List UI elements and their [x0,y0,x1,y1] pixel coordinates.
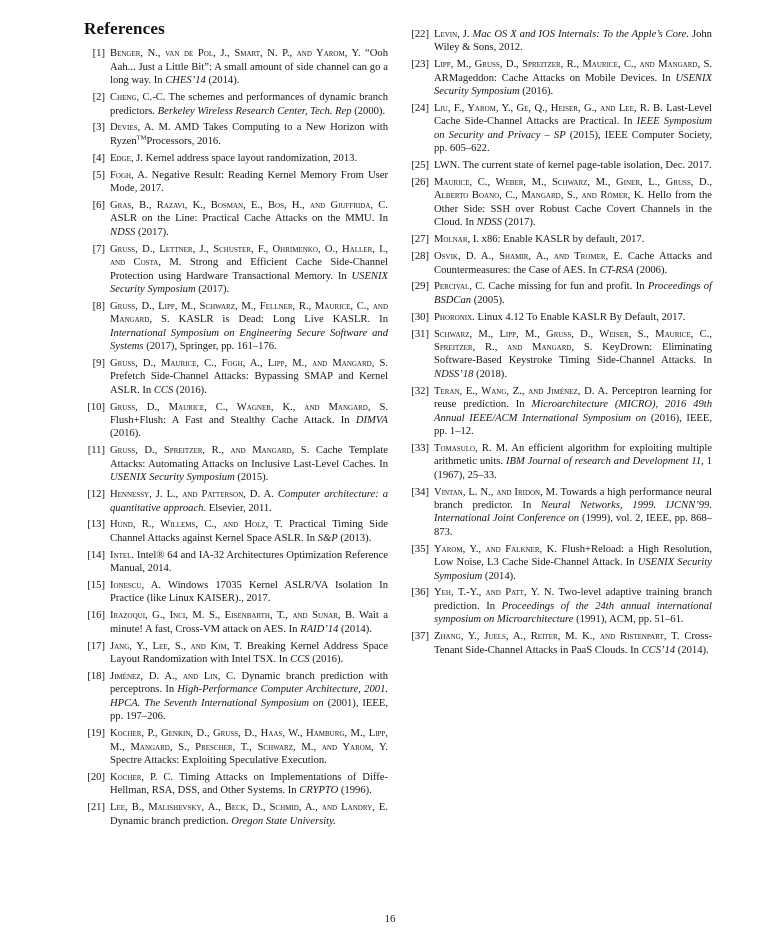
reference-part: Dynamic branch prediction with perceptrons. In [110,670,389,696]
reference-part: NDSS [476,217,502,229]
reference-part: (2013). [337,532,372,544]
reference-part: DIMVA [355,415,388,427]
reference-part: , 1 (1967), 25–33. [434,456,713,481]
reference-part: Irazoqui, G., Inci, M. S., Eisenbarth, T., and Sunar, B. [110,610,355,622]
references-list-right [408,28,712,657]
reference-text [110,771,388,798]
reference-part: Computer architecture: a quantitative approach [110,489,389,514]
reference-part: . Elsevier, 2011. [203,502,272,514]
reference-part: Breaking Kernel Address Space Layout Randomization with Intel TSX. In [110,640,388,666]
reference-part: Percival, C. [434,281,486,293]
reference-text [434,328,712,382]
reference-item [408,159,712,172]
reference-part: Schwarz, M., Lipp, M., Gruss, D., Weiser, S., Maurice, C., Spreitzer, R., and Mangard, S. [434,328,712,354]
reference-text [110,518,388,545]
reference-text [434,385,712,439]
reference-part: The current state of kernel page-table isolation, Dec. 2017. [459,160,712,172]
reference-text [110,488,388,515]
reference-item [408,385,712,439]
reference-number: [22] [411,29,429,40]
reference-item [84,401,388,441]
reference-part: CHES’14 [165,75,206,87]
reference-part: Osvik, D. A., Shamir, A., and Tromer, E. [434,251,623,263]
reference-number: [35] [411,543,429,555]
reference-item [408,233,712,246]
reference-part: ARMageddon: Cache Attacks on Mobile Devices. In [434,72,676,84]
reference-part: Jang, Y., Lee, S., and Kim, T. [110,640,243,652]
reference-part: Cache missing for fun and profit. In [485,281,648,293]
reference-part: Devies, A. M. [110,122,171,134]
reference-number: [25] [411,160,429,172]
reference-part: Microarchitecture (MICRO), 2016 49th Annual IEEE/ACM International Symposium on [434,399,712,424]
reference-part: Kocher, P., Genkin, D., Gruss, D., Haas, W., Hamburg, M., Lipp, M., Mangard, S., Prescher, T., Schwarz, M., and Yarom, Y. [110,728,388,753]
reference-number: [31] [411,328,429,340]
reference-item [408,486,712,540]
reference-number: [14] [87,549,105,561]
page-number: 16 [384,913,396,925]
reference-text [434,311,712,324]
reference-part: The schemes and performances of dynamic branch predictors. [110,92,388,117]
reference-number: [4] [92,152,105,164]
reference-item [408,58,712,98]
reference-part: Yarom, Y., and Falkner, K. [434,543,557,555]
reference-part: LWN. [434,160,460,172]
reference-part: CT-RSA [599,264,634,276]
references-columns [84,19,713,831]
reference-part: Perceptron learning for reuse prediction. In [434,385,712,411]
reference-number: [6] [92,199,105,211]
reference-part: (1996). [338,785,372,797]
reference-number: [12] [87,489,105,501]
reference-part: Gruss, D., Maurice, C., Wagner, K., and Mangard, S. [110,401,388,413]
reference-number: [11] [87,445,105,457]
reference-part: Intel. [110,549,135,561]
reference-part: An efficient algorithm for exploiting multiple arithmetic units. [434,442,712,468]
reference-text [434,280,712,307]
reference-text [110,243,388,297]
reference-part: (2016), IEEE, pp. 1–12. [434,412,713,437]
reference-number: [17] [87,640,105,652]
reference-number: [27] [411,234,429,246]
reference-number: [13] [87,519,105,531]
reference-part: Maurice, C., Weber, M., Schwarz, M., Giner, L., Gruss, D., Alberto Boano, C., Mangard, S., and Römer, K. [434,177,712,202]
reference-number: [19] [87,728,105,740]
reference-item [84,91,388,118]
reference-part: Yeh, T.-Y., and Patt, Y. N. [434,587,555,599]
reference-part: Neural Networks, 1999. IJCNN’99. International Joint Conference on [434,500,712,525]
reference-part: (2017). [501,217,536,229]
reference-part: (2016). [519,86,554,98]
reference-part: CCS’14 [641,644,676,656]
column-right [408,22,712,831]
reference-number: [34] [411,486,429,498]
reference-part: Zhang, Y., Juels, A., Reiter, M. K., and Ristenpart, T. [434,631,680,643]
references-list-left [84,47,388,828]
reference-number: [10] [87,401,105,413]
reference-part: Wait a minute! A fast, Cross-VM attack on AES. In [110,610,389,635]
reference-part: Phoronix. [434,311,475,323]
reference-part: (2017), Springer, pp. 161–176. [143,341,277,353]
reference-part: Ionescu, A. [110,580,162,592]
reference-part: Flush+Reload: a High Resolution, Low Noise, L3 Cache Side-Channel Attack. In [434,543,712,569]
reference-number: [36] [411,587,429,599]
reference-number: [37] [411,631,429,643]
reference-part: ASLR on the Line: Practical Cache Attacks on the MMU. In [110,213,388,225]
reference-part: Two-level adaptive training branch prediction. In [434,587,712,612]
reference-part: Cross-Tenant Side-Channel Attacks in PaaS Clouds. In [434,631,712,656]
reference-text [434,159,712,172]
reference-part: Hello from the Other Side: SSH over Robust Cache Covert Channels in the Cloud. In [434,190,712,229]
reference-number: [26] [411,177,429,189]
reference-text [434,543,712,583]
reference-part: Fogh, A. [110,169,148,181]
reference-part: Lipp, M., Gruss, D., Spreitzer, R., Maurice, C., and Mangard, S. [434,59,712,71]
reference-part: (2016). [110,428,141,440]
reference-part: Teran, E., Wang, Z., and Jiménez, D. A. [434,385,608,397]
reference-text [434,176,712,230]
reference-item [408,630,712,657]
reference-part: Flush+Flush: A Fast and Stealthy Cache Attack. In [110,415,356,427]
reference-part: AMD Takes Computing to a New Horizon with Ryzen [110,122,388,147]
reference-part: IBM Journal of research and Development 11 [505,456,702,468]
reference-text [110,47,388,87]
reference-text [434,486,712,540]
reference-item [408,586,712,626]
reference-part: Oregon State University. [231,815,336,827]
reference-part: (2014). [675,644,709,656]
reference-part: Cache Attacks and Countermeasures: the Case of AES. In [434,251,712,276]
reference-number: [9] [92,357,105,369]
reference-part: KeyDrown: Eliminating Software-Based Keystroke Timing Side-Channel Attacks. In [434,342,712,367]
reference-part: USENIX Security Symposium [434,557,713,582]
reference-item [84,199,388,239]
reference-part: Proceedings of BSDCan [434,281,712,306]
reference-part: USENIX Security Symposium [110,270,388,295]
reference-part: Timing Attacks on Implementations of Diffe-Hellman, RSA, DSS, and Other Systems. In [110,771,388,797]
reference-part: USENIX Security Symposium [434,72,712,98]
reference-text [110,401,388,441]
reference-item [408,280,712,307]
reference-part: Tomasulo, R. M. [434,442,508,454]
reference-part: KASLR is Dead: Long Live KASLR. In [169,314,389,326]
reference-item [84,549,388,576]
reference-part: Cache Template Attacks: Automating Attacks on Inclusive Last-Level Caches. In [110,445,388,470]
reference-part: Gras, B., Razavi, K., Bosman, E., Bos, H., and Giuffrida, C. [110,199,388,211]
reference-item [84,488,388,515]
reference-part: (2000). [351,105,386,117]
reference-item [84,357,388,397]
reference-item [408,28,712,55]
reference-number: [3] [92,122,105,134]
reference-part: NDSS’18 [434,368,474,380]
reference-part: Kocher, P. C. [110,771,174,783]
reference-number: [28] [411,251,429,263]
reference-item [84,670,388,724]
reference-part: Gruss, D., Lettner, J., Schuster, F., Ohrimenko, O., Haller, I., and Costa, M. [110,243,388,269]
reference-item [84,727,388,767]
reference-number: [30] [411,311,429,323]
reference-part: RAID’14 [300,623,339,635]
reference-part: CRYPTO [299,785,339,797]
reference-text [110,670,388,724]
reference-part: (2017). [195,283,230,295]
reference-text [110,300,388,354]
reference-item [408,543,712,583]
reference-part: Last-Level Cache Side-Channel Attacks are Practical. In [434,103,712,128]
reference-part: Strong and Efficient Cache Side-Channel Protection using Hardware Transactional Memory. In [110,257,388,282]
reference-item [408,442,712,482]
reference-part: (2014). [338,623,372,635]
reference-part: Liu, F., Yarom, Y., Ge, Q., Heiser, G., and Lee, R. B. [434,103,663,115]
reference-part: (1991), ACM, pp. 51–61. [573,614,684,626]
reference-part: Intel® 64 and IA-32 Architectures Optimization Reference Manual, 2014. [110,549,388,575]
reference-text [434,28,712,55]
reference-number: [33] [411,442,429,454]
reference-part: (2001), IEEE, pp. 197–206. [110,697,388,723]
reference-number: [29] [411,281,429,293]
reference-text [110,609,388,636]
reference-part: John Wiley & Sons, 2012. [434,29,712,54]
reference-part: (2015), IEEE Computer Society, pp. 605–622. [434,129,712,155]
reference-part: Hund, R., Willems, C., and Holz, T. [110,519,283,531]
reference-part: Practical Timing Side Channel Attacks against Kernel Space ASLR. In [110,519,389,544]
reference-part: Spectre Attacks: Exploiting Speculative Execution. [110,754,327,766]
reference-part: Molnar, I. [434,234,480,246]
reference-text [434,442,712,482]
reference-item [408,102,712,156]
reference-text [110,549,388,576]
reference-number: [23] [411,59,429,71]
reference-text [434,233,712,246]
reference-part: Towards a high performance neural branch predictor. In [434,486,712,511]
reference-part: (2014). [482,570,516,582]
reference-text [434,102,712,156]
reference-part: Dynamic branch prediction. [110,815,232,827]
reference-item [84,243,388,297]
reference-part: Proceedings of the 24th annual international symposium on Microarchitecture [434,600,712,626]
reference-part: S&P [317,532,338,544]
reference-number: [5] [92,169,105,181]
reference-part: USENIX Security Symposium [110,472,235,484]
reference-part: Gruss, D., Maurice, C., Fogh, A., Lipp, M., and Mangard, S. [110,357,388,369]
reference-part: Gruss, D., Lipp, M., Schwarz, M., Fellner, R., Maurice, C., and Mangard, S. [110,300,388,326]
reference-part: Mac OS X and IOS Internals: To the Apple’s Core. [472,29,689,40]
reference-part: High-Performance Computer Architecture, 2001. HPCA. The Seventh International Symposium on [110,684,389,709]
reference-part: IEEE Symposium on Security and Privacy – SP [434,116,712,141]
reference-item [84,47,388,87]
reference-number: [2] [92,92,105,104]
reference-item [84,609,388,636]
reference-part: “Ooh Aah... Just a Little Bit”: A small amount of side channel can go a long way. In [110,48,388,87]
reference-number: [32] [411,385,429,397]
reference-part: (2017). [135,226,169,238]
reference-item [84,640,388,667]
reference-text [434,250,712,277]
reference-text [434,586,712,626]
reference-part: Prefetch Side-Channel Attacks: Bypassing SMAP and Kernel ASLR. In [110,371,388,396]
column-left [84,19,389,831]
reference-text [110,640,388,667]
reference-text [110,121,388,148]
reference-text [110,444,388,484]
reference-number: [7] [92,243,105,255]
reference-part: (2006). [633,264,668,276]
reference-number: [21] [87,802,105,814]
reference-part: Hennessy, J. L., and Patterson, D. A. [110,489,274,501]
reference-part: Processors, 2016. [146,135,221,147]
reference-part: (2014). [205,75,240,87]
reference-part: TM [136,134,147,142]
reference-item [84,771,388,798]
reference-text [110,357,388,397]
reference-part: CCS [153,384,174,396]
reference-part: Gruss, D., Spreitzer, R., and Mangard, S. [110,445,310,457]
reference-text [110,727,388,767]
reference-text [434,630,712,657]
reference-item [84,152,388,165]
reference-number: [8] [92,300,105,312]
reference-item [84,518,388,545]
reference-part: Levin, J. [434,29,470,40]
reference-number: [16] [87,610,105,622]
reference-text [110,152,388,165]
reference-item [84,801,388,828]
reference-text [110,91,388,118]
reference-item [84,579,388,606]
reference-text [110,801,388,828]
reference-item [84,444,388,484]
reference-item [84,169,388,196]
reference-text [110,169,388,196]
references-heading: References [84,19,165,38]
reference-text [110,199,388,239]
reference-part: Lee, B., Malishevsky, A., Beck, D., Schmid, A., and Landry, E. [110,802,388,814]
reference-part: International Symposium on Engineering Secure Software and Systems [110,327,388,353]
reference-part: (2016). [173,384,207,396]
reference-item [84,300,388,354]
reference-part: Windows 17035 Kernel ASLR/VA Isolation In Practice (like Linux KAISER)., 2017. [110,580,389,605]
reference-text [434,58,712,98]
reference-item [408,311,712,324]
reference-part: (2005). [471,294,505,306]
reference-part: Negative Result: Reading Kernel Memory From User Mode, 2017. [110,169,388,195]
reference-part: Benger, N., van de Pol, J., Smart, N. P., and Yarom, Y. [110,48,361,60]
reference-part: Jiménez, D. A., and Lin, C. [110,670,236,682]
reference-part: Linux 4.12 To Enable KASLR By Default, 2017. [474,311,686,323]
reference-part: Berkeley Wireless Research Center, Tech. Rep [157,105,352,117]
reference-number: [20] [87,771,105,783]
reference-part: (1999), vol. 2, IEEE, pp. 868–873. [434,513,712,538]
reference-number: [1] [92,48,105,60]
reference-item [408,250,712,277]
reference-part: (2016). [309,654,344,666]
reference-number: [15] [87,580,105,592]
reference-part: Kernel address space layout randomization, 2013. [142,152,358,164]
reference-part: NDSS [110,226,136,238]
reference-number: [18] [87,670,105,682]
reference-item [408,176,712,230]
reference-part: (2015). [234,472,269,484]
reference-part: Edge, J. [110,152,143,164]
reference-part: (2018). [473,368,507,380]
reference-part: CCS [290,654,310,666]
reference-part: x86: Enable KASLR by default, 2017. [479,234,645,246]
reference-part: Vintan, L. N., and Iridon, M. [434,486,558,498]
reference-part: Cheng, C.-C. [110,92,166,104]
reference-text [110,579,388,606]
reference-number: [24] [411,103,429,115]
reference-item [408,328,712,382]
reference-item [84,121,388,148]
